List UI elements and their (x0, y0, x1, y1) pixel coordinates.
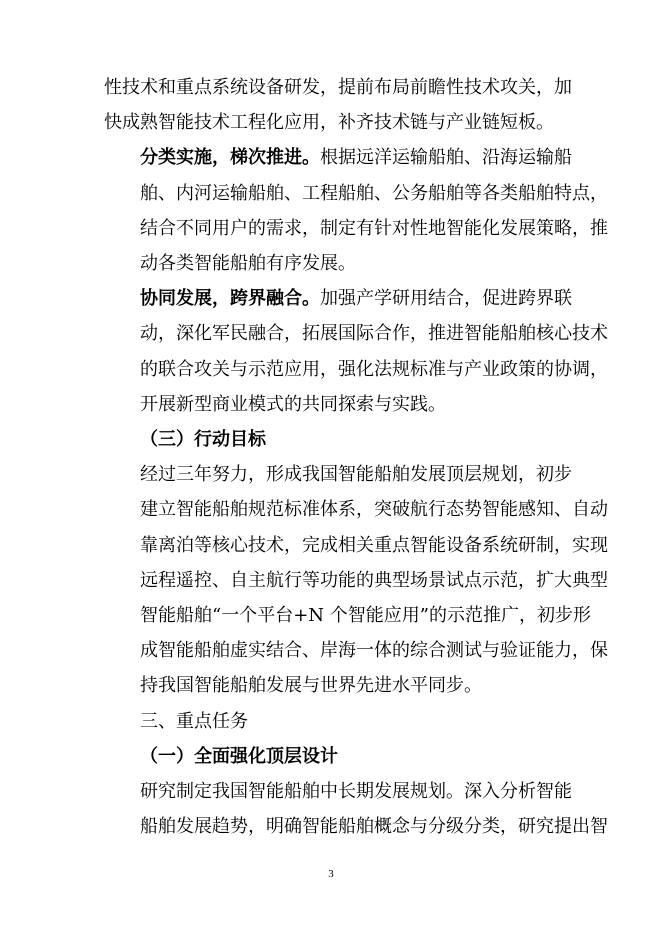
subsection-heading: （三）行动目标 (140, 429, 266, 451)
text-line (104, 140, 572, 175)
text-line: 的联合攻关与示范应用，强化法规标准与产业政策的协调， (140, 358, 608, 380)
text-line: 结合不同用户的需求，制定有针对性地智能化发展策略，推 (140, 217, 608, 239)
principle-paragraph (104, 281, 608, 422)
principle-lead: 分类实施，梯次推进。 (140, 147, 320, 169)
page-number: 3 (328, 868, 334, 880)
text-line: 性技术和重点系统设备研发，提前布局前瞻性技术攻关，加 (104, 77, 572, 98)
text-line: 靠离泊等核心技术，完成相关重点智能设备系统研制，实现 (140, 534, 608, 556)
text-line: 动，深化军民融合，拓展国际合作，推进智能船舶核心技术 (140, 323, 608, 345)
principle-lead: 协同发展，跨界融合。 (140, 288, 320, 310)
text-line (104, 281, 572, 316)
text-line: 成智能船舶虚实结合、岸海一体的综合测试与验证能力，保 (140, 640, 608, 662)
text-line: 船舶发展趋势，明确智能船舶概念与分级分类，研究提出智 (140, 816, 608, 838)
body-paragraph (104, 70, 572, 140)
text-line: 开展新型商业模式的共同探索与实践。 (140, 393, 446, 415)
text-line-rest: 加强产学研用结合，促进跨界联 (320, 288, 572, 310)
text-line: 舶、内河运输船舶、工程船舶、公务船舶等各类船舶特点， (140, 182, 608, 204)
principle-paragraph (104, 140, 608, 281)
text-line: 经过三年努力，形成我国智能船舶发展顶层规划，初步 (140, 464, 572, 486)
section-heading: 三、重点任务 (140, 710, 248, 732)
text-line: 研究制定我国智能船舶中长期发展规划。深入分析智能 (140, 781, 572, 803)
text-line-rest: 根据远洋运输船舶、沿海运输船 (320, 147, 572, 169)
text-line: 动各类智能船舶有序发展。 (140, 253, 356, 275)
body-paragraph (104, 457, 608, 703)
subsection-heading: （一）全面强化顶层设计 (140, 745, 338, 767)
text-line: 建立智能船舶规范标准体系，突破航行态势智能感知、自动 (140, 499, 608, 521)
text-line: 持我国智能船舶发展与世界先进水平同步。 (140, 675, 482, 697)
text-line: 快成熟智能技术工程化应用，补齐技术链与产业链短板。 (104, 112, 554, 134)
text-line: 远程遥控、自主航行等功能的典型场景试点示范，扩大典型 (140, 569, 608, 591)
document-body (104, 70, 608, 844)
body-paragraph (104, 774, 608, 844)
text-line: 智能船舶“一个平台+N 个智能应用”的示范推广，初步形 (140, 605, 591, 627)
